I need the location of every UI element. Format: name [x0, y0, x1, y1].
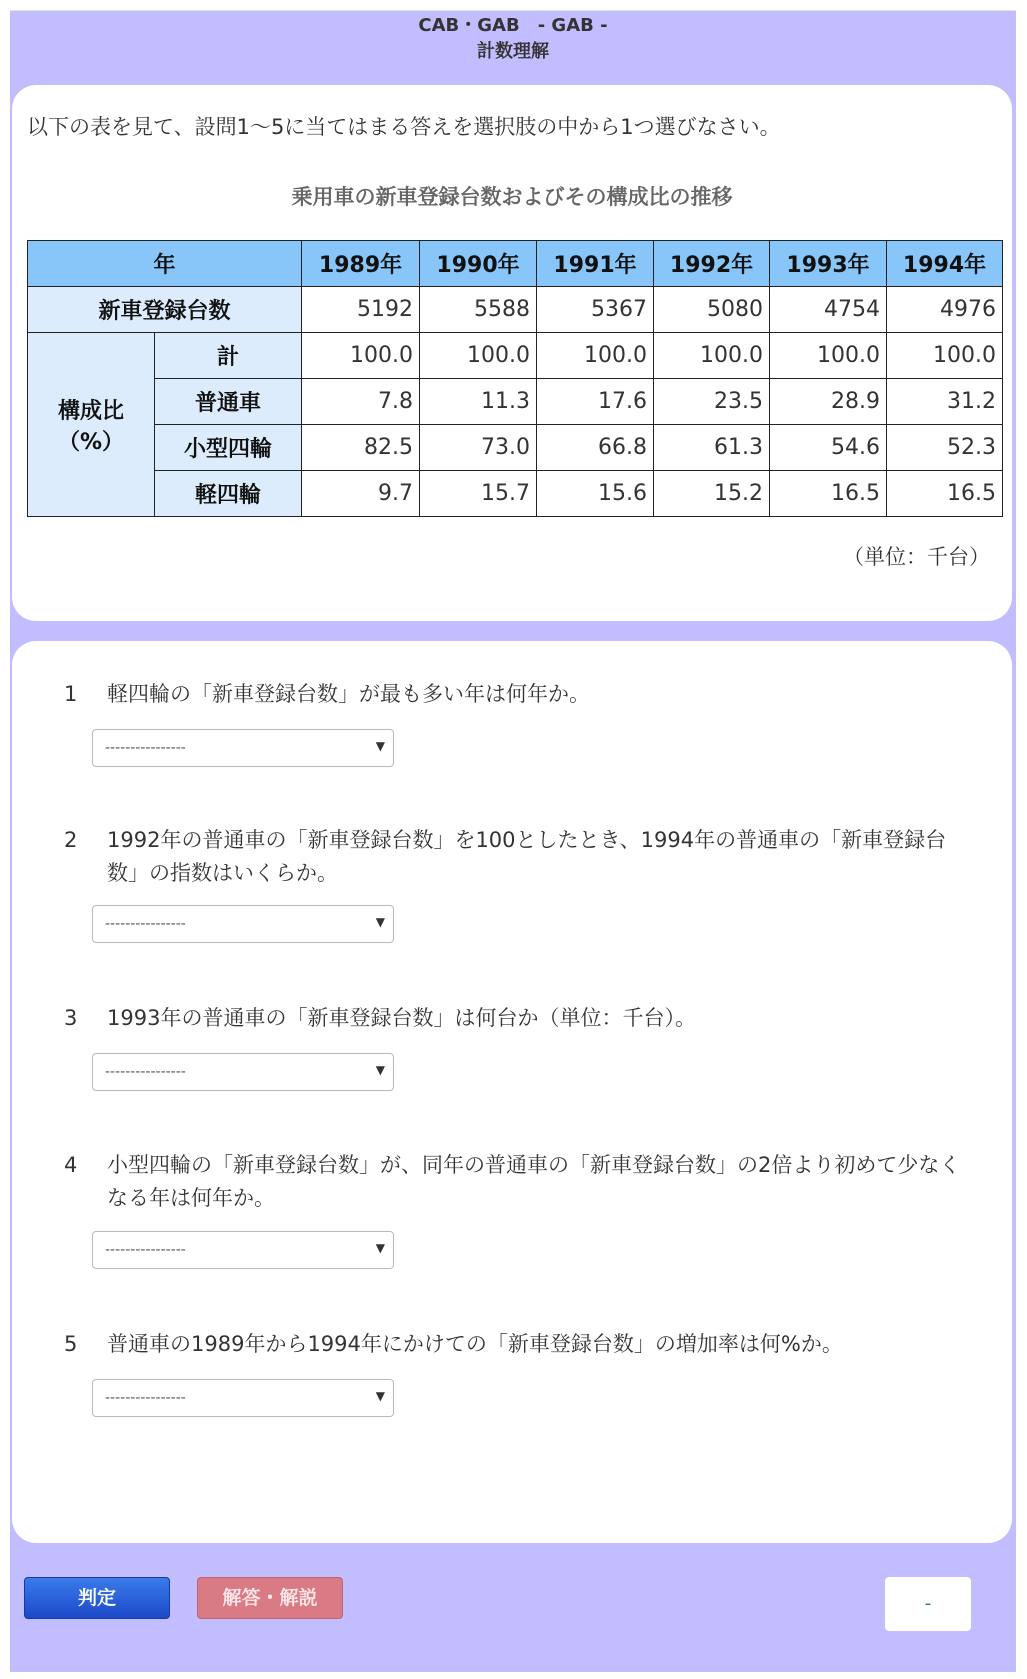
table-cell: 16.5: [887, 471, 1003, 517]
table-cell: 100.0: [537, 333, 654, 379]
table-cell: 66.8: [537, 425, 654, 471]
table-cell: 31.2: [887, 379, 1003, 425]
result-display: -: [885, 1577, 971, 1631]
table-cell: 73.0: [420, 425, 537, 471]
table-cell: 100.0: [302, 333, 420, 379]
table-cell: 7.8: [302, 379, 420, 425]
table-cell: 82.5: [302, 425, 420, 471]
caret-down-icon: ▼: [375, 1241, 385, 1255]
table-cell: 9.7: [302, 471, 420, 517]
questions-card: [12, 641, 1012, 1543]
table-cell: 100.0: [887, 333, 1003, 379]
select-value: ----------------: [105, 1064, 186, 1080]
question-number: 5: [64, 1332, 78, 1356]
table-cell: 5367: [537, 287, 654, 333]
year-col-1992: 1992年: [654, 241, 770, 287]
table-cell: 5192: [302, 287, 420, 333]
year-col-1989: 1989年: [302, 241, 420, 287]
answer-select-1[interactable]: [92, 729, 394, 767]
answer-select-4[interactable]: [92, 1231, 394, 1269]
table-cell: 16.5: [770, 471, 887, 517]
select-value: ----------------: [105, 916, 186, 932]
year-col-1993: 1993年: [770, 241, 887, 287]
table-cell: 5588: [420, 287, 537, 333]
instructions-text: 以下の表を見て、設問1～5に当てはまる答えを選択肢の中から1つ選びなさい。: [27, 115, 781, 139]
table-cell: 11.3: [420, 379, 537, 425]
data-table: [27, 240, 1003, 517]
table-cell: 23.5: [654, 379, 770, 425]
caret-down-icon: ▼: [375, 1063, 385, 1077]
table-cell: 5080: [654, 287, 770, 333]
row-label-standard-car: 普通車: [155, 379, 302, 425]
table-cell: 15.7: [420, 471, 537, 517]
table-cell: 100.0: [770, 333, 887, 379]
header-title: CAB・GAB - GAB -: [418, 15, 608, 36]
table-cell: 100.0: [420, 333, 537, 379]
select-value: ----------------: [105, 1390, 186, 1406]
table-row: [28, 333, 1003, 379]
table-row: [28, 379, 1003, 425]
row-label-kei-car: 軽四輪: [155, 471, 302, 517]
table-cell: 28.9: [770, 379, 887, 425]
question-text: 小型四輪の「新車登録台数」が、同年の普通車の「新車登録台数」の2倍より初めて少なくなる年は何年か。: [107, 1153, 961, 1210]
unit-note: （単位：千台）: [843, 545, 990, 569]
table-row: [28, 287, 1003, 333]
answer-select-5[interactable]: [92, 1379, 394, 1417]
registrations-label: 新車登録台数: [28, 287, 302, 333]
year-header: 年: [28, 241, 302, 287]
question-text: 軽四輪の「新車登録台数」が最も多い年は何年か。: [107, 682, 590, 706]
question-number: 1: [64, 682, 78, 706]
question-number: 3: [64, 1006, 78, 1030]
select-value: ----------------: [105, 1242, 186, 1258]
table-row: [28, 425, 1003, 471]
select-value: ----------------: [105, 740, 186, 756]
table-title: 乗用車の新車登録台数およびその構成比の推移: [291, 185, 733, 209]
table-cell: 4754: [770, 287, 887, 333]
caret-down-icon: ▼: [375, 915, 385, 929]
page-header: [10, 11, 1016, 87]
table-cell: 15.6: [537, 471, 654, 517]
question-text: 1993年の普通車の「新車登録台数」は何台か（単位：千台）。: [107, 1006, 696, 1030]
answer-select-2[interactable]: [92, 905, 394, 943]
table-cell: 61.3: [654, 425, 770, 471]
table-cell: 17.6: [537, 379, 654, 425]
page-frame: [10, 10, 1016, 1672]
caret-down-icon: ▼: [375, 739, 385, 753]
ratio-label-text: 構成比: [57, 398, 124, 424]
row-label-small-car: 小型四輪: [155, 425, 302, 471]
year-col-1991: 1991年: [537, 241, 654, 287]
question-text: 普通車の1989年から1994年にかけての「新車登録台数」の増加率は何%か。: [107, 1332, 843, 1356]
table-cell: 100.0: [654, 333, 770, 379]
table-row: [28, 471, 1003, 517]
question-number: 4: [64, 1153, 78, 1177]
year-col-1994: 1994年: [887, 241, 1003, 287]
header-subtitle: 計数理解: [477, 41, 549, 62]
table-cell: 4976: [887, 287, 1003, 333]
caret-down-icon: ▼: [375, 1389, 385, 1403]
judge-button[interactable]: 判定: [24, 1577, 170, 1619]
ratio-group-label: [28, 333, 155, 517]
table-cell: 52.3: [887, 425, 1003, 471]
table-cell: 54.6: [770, 425, 887, 471]
question-number: 2: [64, 828, 78, 852]
answer-explanation-button[interactable]: 解答・解説: [197, 1577, 343, 1619]
row-label-total: 計: [155, 333, 302, 379]
table-cell: 15.2: [654, 471, 770, 517]
question-text: 1992年の普通車の「新車登録台数」を100としたとき、1994年の普通車の「新車登録台数」の指数はいくらか。: [107, 828, 947, 885]
year-col-1990: 1990年: [420, 241, 537, 287]
answer-select-3[interactable]: [92, 1053, 394, 1091]
table-card: [12, 85, 1012, 621]
table-header-row: [28, 241, 1003, 287]
ratio-label-unit: （%）: [57, 429, 125, 455]
